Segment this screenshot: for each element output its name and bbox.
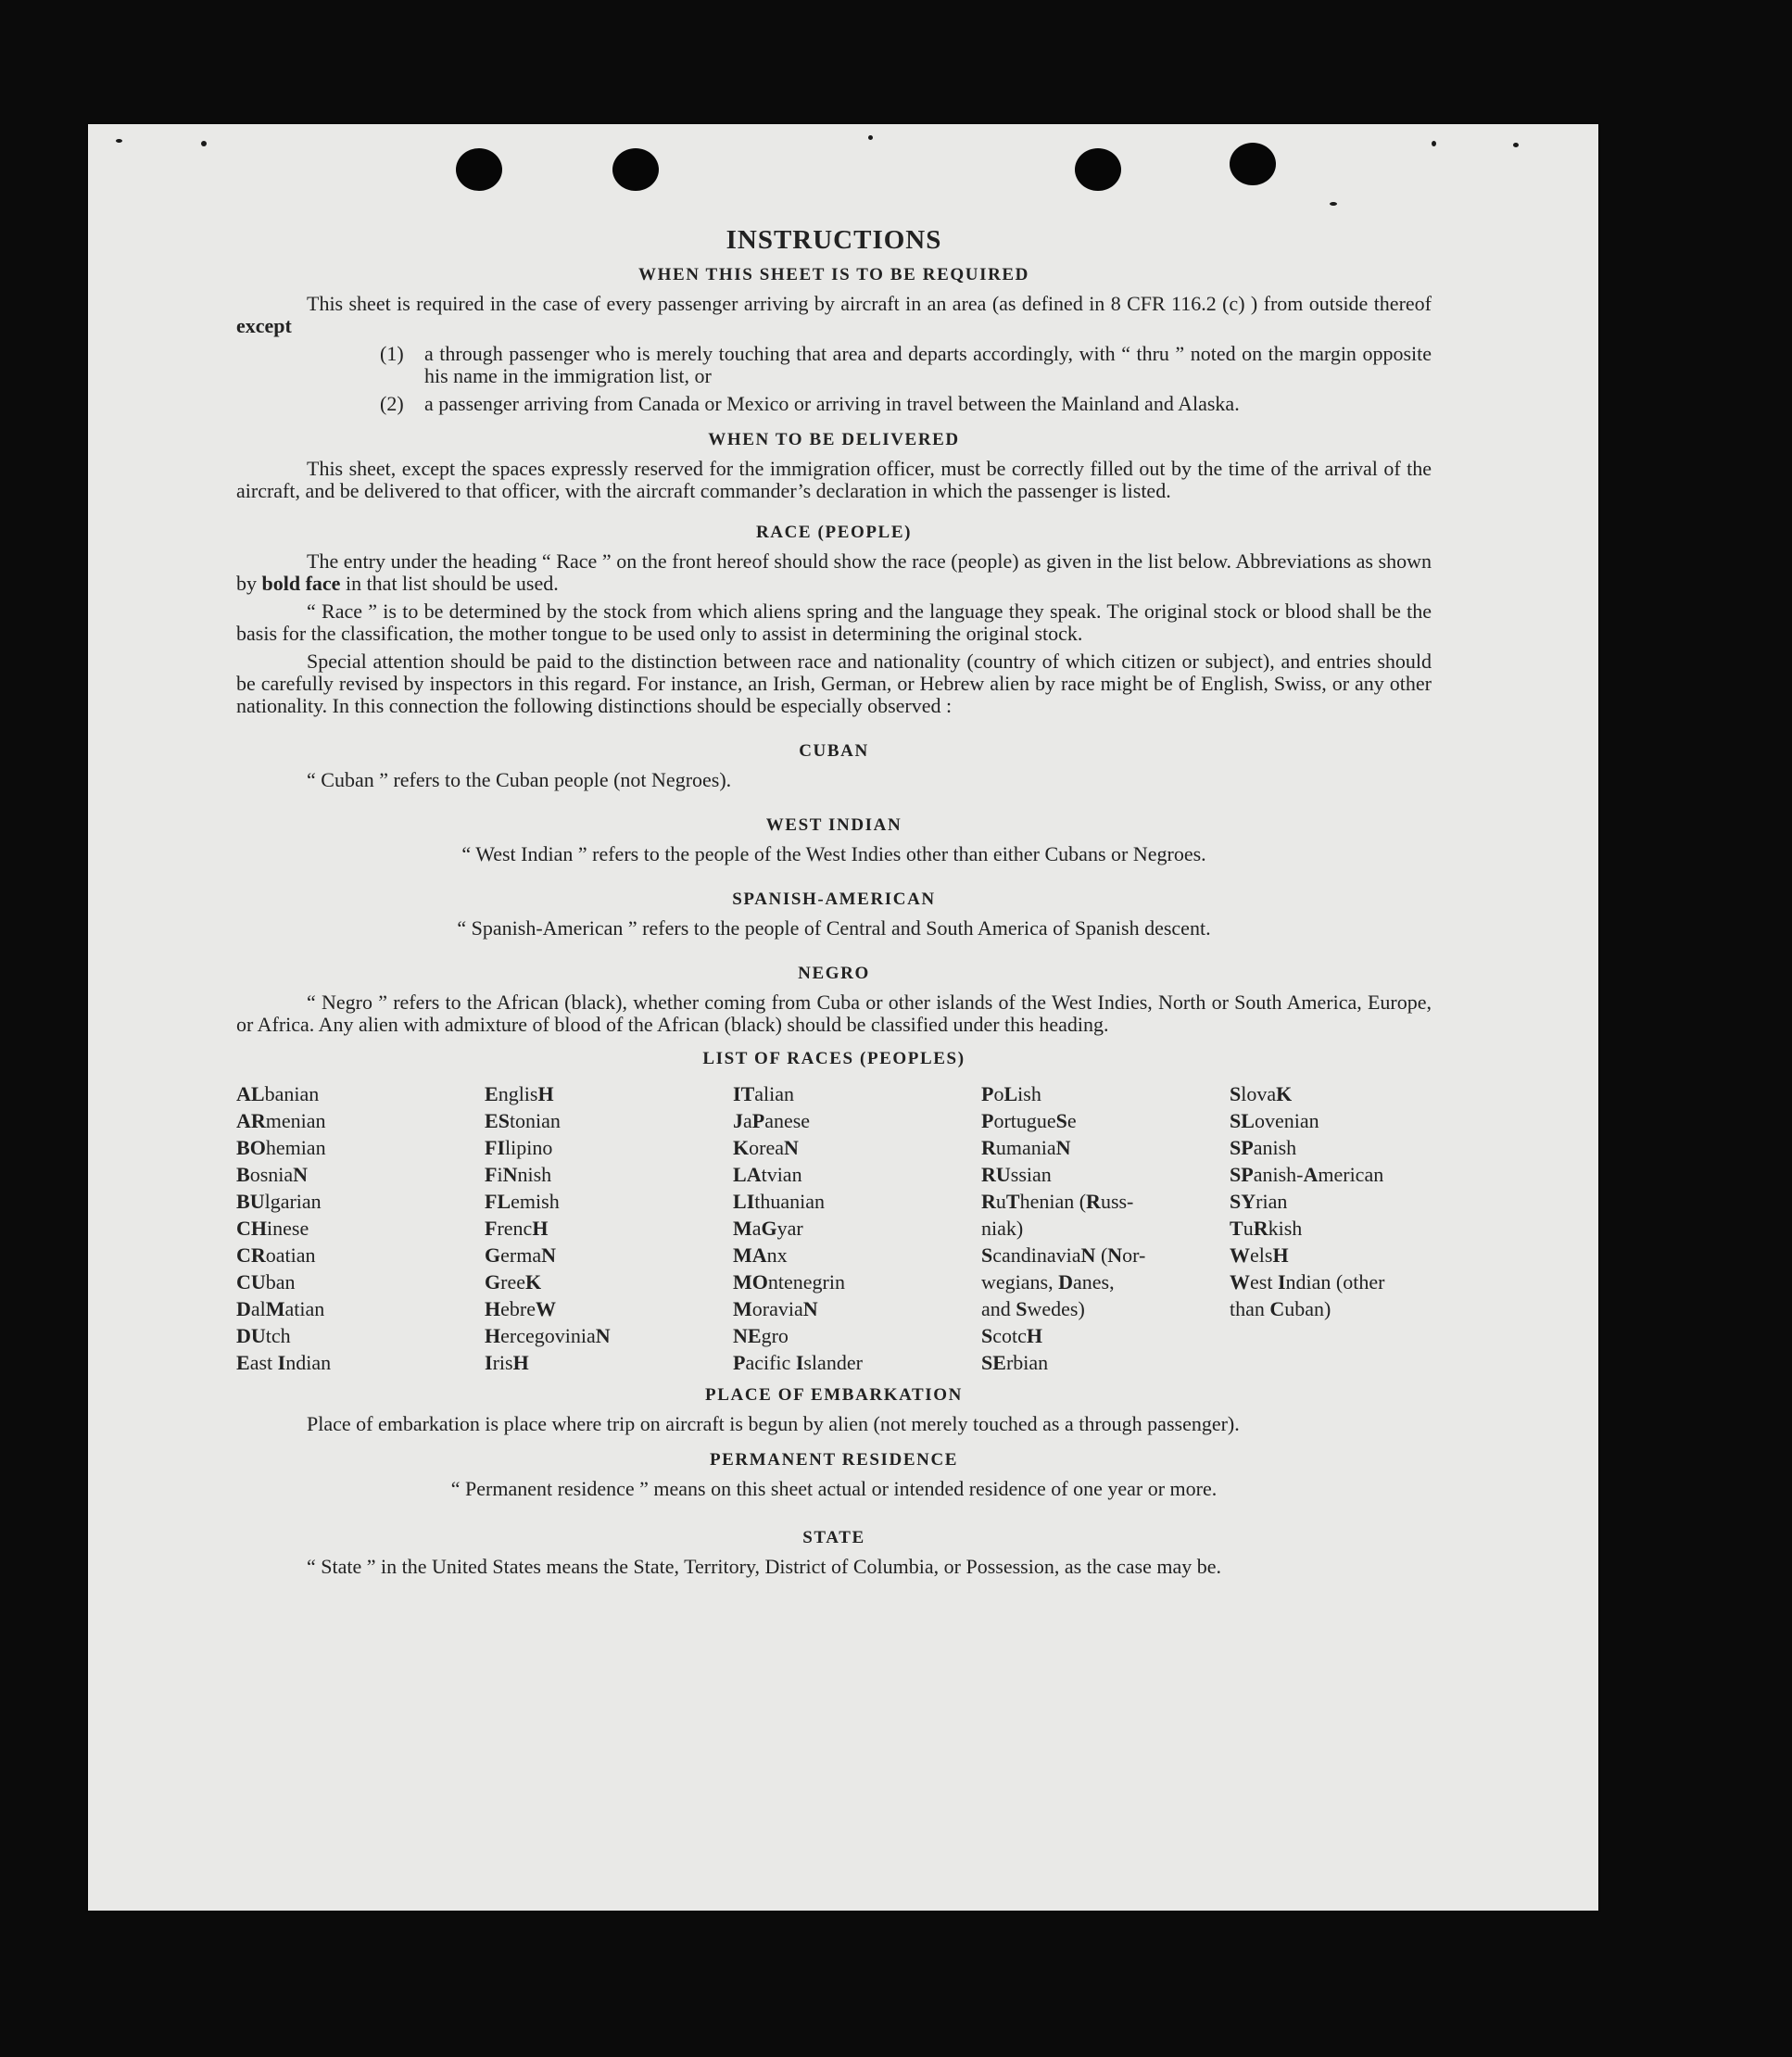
race-entry: WelsH [1230,1243,1289,1267]
heading-embarkation: PLACE OF EMBARKATION [705,1385,963,1405]
list-item: (1) a through passenger who is merely touching that area and departs accordingly, with “ thru ” noted on the margin opposite his name in the immigration list, or [380,342,1432,387]
punch-hole [456,148,502,191]
paragraph-negro: “ Negro ” refers to the African (black), whether coming from Cuba or other islands of the West Indies, North or South America, Europe, or Africa. Any alien with admixture of blood of the African (black) should be classified under this heading. [236,991,1432,1036]
heading-cuban: CUBAN [799,741,869,761]
punch-hole [1230,143,1276,185]
race-entry: SPanish-American [1230,1163,1384,1186]
paragraph-embarkation: Place of embarkation is place where trip on aircraft is begun by alien (not merely touched as a through passenger). [307,1412,1240,1435]
race-entry: FiNnish [485,1163,552,1186]
paragraph-spanish-american: “ Spanish-American ” refers to the people of Central and South America of Spanish descent. [457,916,1211,940]
paragraph-race-3: Special attention should be paid to the distinction between race and nationality (country of which citizen or subject), and entries should be carefully revised by inspectors in this regard. For instance, an Irish, German, or Hebrew alien by race might be of English, Swiss, or any other nationality. In this connection the following distinctions should be especially observed : [236,650,1432,717]
race-entry: RumaniaN [981,1136,1071,1159]
race-entry: MAnx [733,1243,788,1267]
race-entry: HercegoviniaN [485,1324,611,1347]
heading-west-indian: WEST INDIAN [765,815,902,835]
heading-state: STATE [802,1528,865,1547]
instructions-content [236,225,1432,1578]
race-entry: KoreaN [733,1136,799,1159]
paragraph-required: This sheet is required in the case of every passenger arriving by aircraft in an area (as defined in 8 CFR 116.2 (c) ) from outside thereof except [236,292,1432,337]
race-entry: DUtch [236,1324,291,1347]
race-entry: MaGyar [733,1217,803,1240]
race-entry: FrencH [485,1217,549,1240]
heading-negro: NEGRO [798,964,870,983]
race-entry: SErbian [981,1351,1049,1374]
race-entry: CRoatian [236,1243,316,1267]
speck [1432,141,1436,146]
page-title: INSTRUCTIONS [726,225,942,255]
paragraph-race-2: “ Race ” is to be determined by the stock from which aliens spring and the language they speak. The original stock or blood shall be the basis for the classification, the mother tongue to be used only to assist in determining the original stock. [236,599,1432,645]
race-entry: EStonian [485,1109,561,1132]
race-entry: FIlipino [485,1136,553,1159]
race-entry: BOhemian [236,1136,326,1159]
heading-residence: PERMANENT RESIDENCE [709,1450,959,1470]
punch-hole [1075,148,1121,191]
race-entry: EnglisH [485,1082,554,1105]
race-entry: East Indian [236,1351,332,1374]
races-column [485,1080,733,1376]
race-entry: TuRkish [1230,1217,1303,1240]
race-entry: ScandinaviaN (Nor- wegians, Danes, and Swedes) [981,1243,1146,1320]
race-entry: NEgro [733,1324,789,1347]
paragraph-race-1: The entry under the heading “ Race ” on the front hereof should show the race (people) as given in the list below. Abbreviations as shown by bold face in that list should be used. [236,549,1432,595]
race-entry: CHinese [236,1217,309,1240]
exception-list [380,343,1432,415]
race-entry: FLemish [485,1190,560,1213]
paragraph-state: “ State ” in the United States means the State, Territory, District of Columbia, or Possession, as the case may be. [307,1555,1222,1578]
race-entry: GermaN [485,1243,556,1267]
speck [201,141,207,146]
race-entry: Pacific Islander [733,1351,863,1374]
race-entry: RUssian [981,1163,1052,1186]
race-entry: JaPanese [733,1109,811,1132]
paragraph-delivered: This sheet, except the spaces expressly reserved for the immigration officer, must be correctly filled out by the time of the arrival of the aircraft, and be delivered to that officer, with the aircraft commander’s declaration in which the passenger is listed. [236,457,1432,502]
paragraph-cuban: “ Cuban ” refers to the Cuban people (not Negroes). [307,768,732,791]
race-entry: BUlgarian [236,1190,322,1213]
race-entry: MOntenegrin [733,1270,845,1294]
race-entry: West Indian (other than Cuban) [1230,1270,1385,1320]
race-entry: MoraviaN [733,1297,818,1320]
race-entry: ALbanian [236,1082,320,1105]
races-column [236,1080,485,1376]
document-sheet [88,124,1598,1911]
races-column [1230,1080,1478,1376]
list-item: (2) a passenger arriving from Canada or Mexico or arriving in travel between the Mainland and Alaska. [380,392,1240,415]
speck [1513,143,1519,147]
race-entry: SlovaK [1230,1082,1293,1105]
race-entry: ScotcH [981,1324,1043,1347]
paragraph-residence: “ Permanent residence ” means on this sheet actual or intended residence of one year or more. [450,1477,1218,1500]
races-column [733,1080,981,1376]
heading-race: RACE (PEOPLE) [755,523,913,542]
heading-required: WHEN THIS SHEET IS TO BE REQUIRED [637,265,1030,284]
race-entry: LIthuanian [733,1190,826,1213]
race-entry: PortugueSe [981,1109,1077,1132]
race-entry: SLovenian [1230,1109,1319,1132]
punch-hole [612,148,659,191]
race-entry: ITalian [733,1082,795,1105]
heading-delivered: WHEN TO BE DELIVERED [708,430,960,449]
speck [116,139,122,143]
races-column [981,1080,1230,1376]
race-entry: LAtvian [733,1163,802,1186]
race-entry: PoLish [981,1082,1041,1105]
races-table [236,1080,1432,1376]
race-entry: DalMatian [236,1297,325,1320]
race-entry: GreeK [485,1270,542,1294]
speck [1330,202,1337,206]
race-entry: BosniaN [236,1163,309,1186]
heading-list-of-races: LIST OF RACES (PEOPLES) [702,1049,965,1068]
paragraph-west-indian: “ West Indian ” refers to the people of the West Indies other than either Cubans or Negroes. [461,842,1206,865]
race-entry: SPanish [1230,1136,1297,1159]
speck [868,135,873,140]
race-entry: ARmenian [236,1109,326,1132]
race-entry: SYrian [1230,1190,1288,1213]
race-entry: IrisH [485,1351,529,1374]
race-entry: RuThenian (Russ- niak) [981,1190,1134,1240]
heading-spanish-american: SPANISH-AMERICAN [732,890,936,909]
race-entry: CUban [236,1270,296,1294]
race-entry: HebreW [485,1297,556,1320]
